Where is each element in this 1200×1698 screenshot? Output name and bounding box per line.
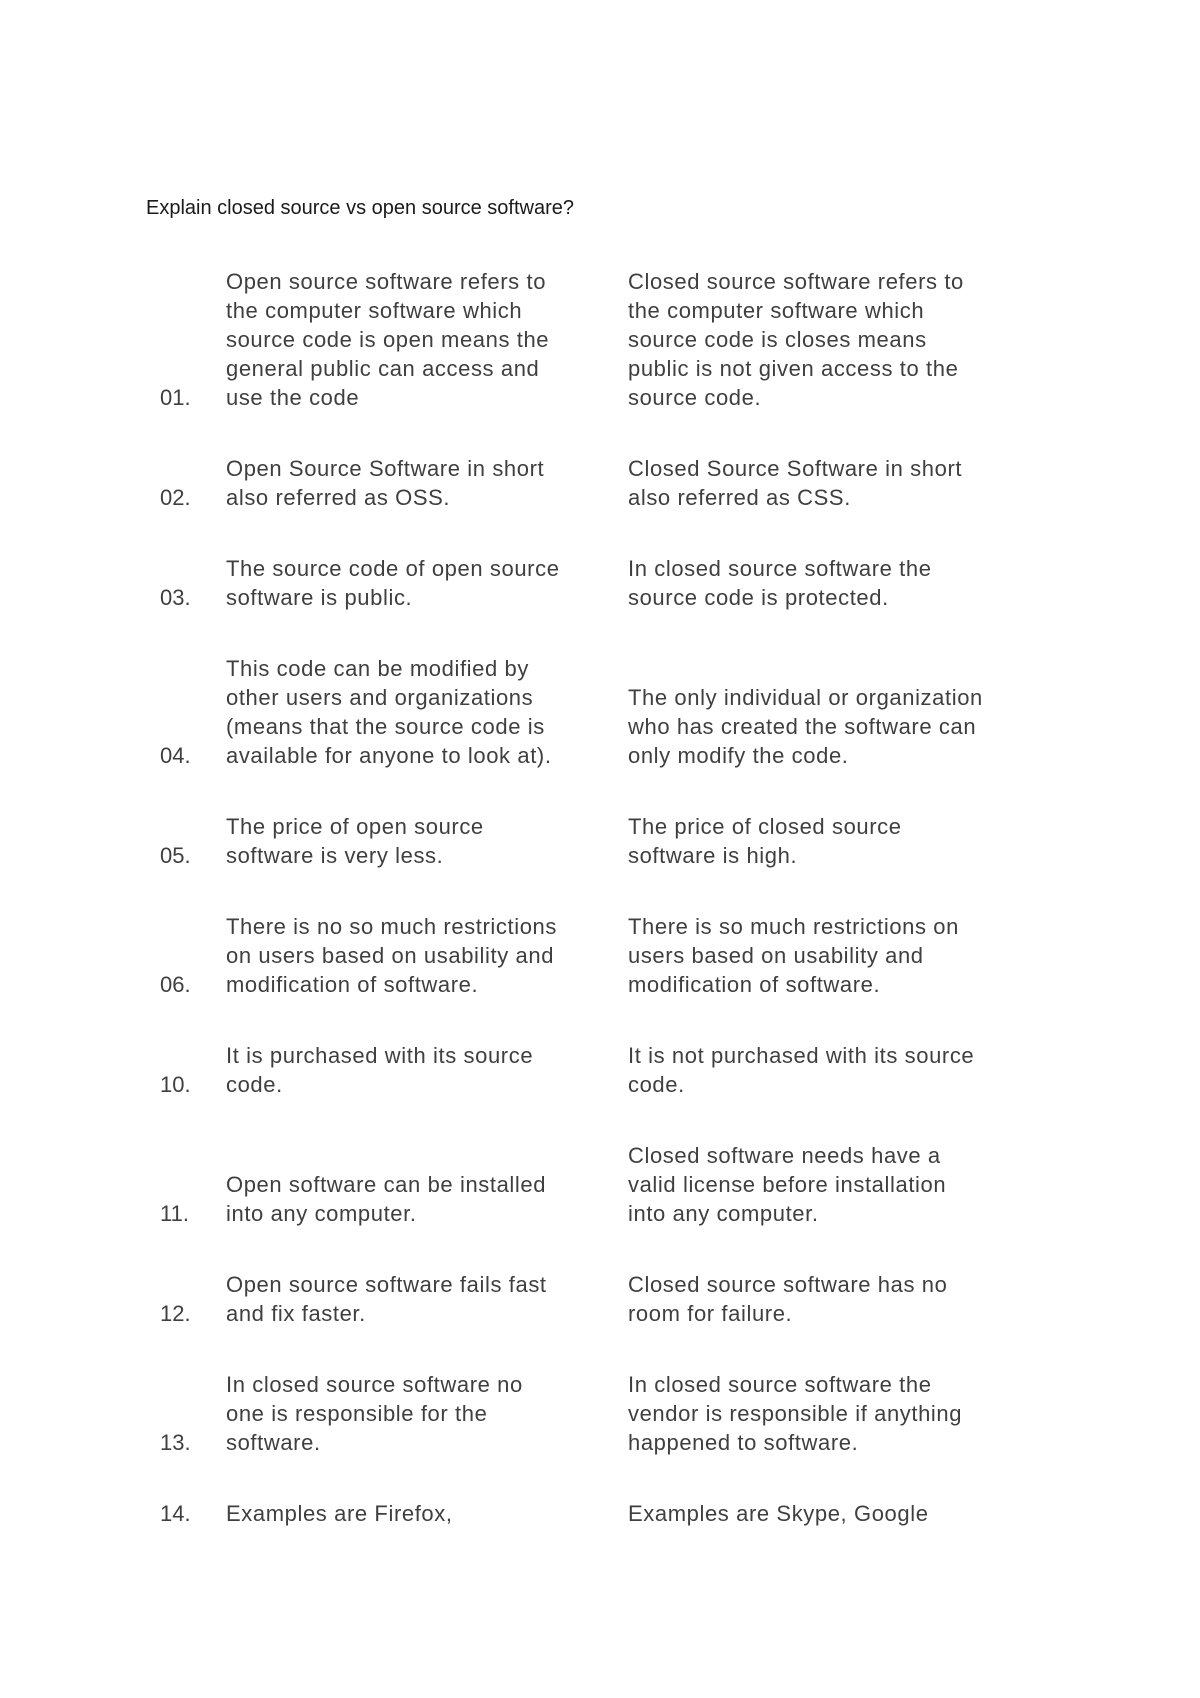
closed-source-text: Examples are Skype, Google <box>628 1501 929 1526</box>
row-number: 03. <box>160 585 191 610</box>
row-number: 01. <box>160 385 191 410</box>
row-number: 05. <box>160 843 191 868</box>
open-source-text: There is no so much restrictions on users based on usability and modification of software. <box>226 914 557 997</box>
closed-source-text: In closed source software the vendor is responsible if anything happened to software. <box>628 1372 963 1455</box>
closed-source-text: The only individual or organization who has created the software can only modify the code. <box>628 685 983 768</box>
comparison-row <box>160 1370 1060 1457</box>
comparison-list <box>160 267 1060 1528</box>
open-source-text: The source code of open source software is public. <box>226 556 560 610</box>
closed-source-text: Closed source software refers to the computer software which source code is closes means public is not given access to the source code. <box>628 269 964 410</box>
open-source-text: It is purchased with its source code. <box>226 1043 534 1097</box>
row-number: 11. <box>160 1201 189 1226</box>
closed-source-text: It is not purchased with its source code. <box>628 1043 975 1097</box>
comparison-row <box>160 812 1060 870</box>
comparison-row <box>160 1270 1060 1328</box>
closed-source-text: Closed software needs have a valid license before installation into any computer. <box>628 1143 947 1226</box>
row-number: 14. <box>160 1501 191 1526</box>
row-number: 13. <box>160 1430 191 1455</box>
open-source-text: Open source software fails fast and fix faster. <box>226 1272 547 1326</box>
row-number: 10. <box>160 1072 191 1097</box>
closed-source-text: Closed Source Software in short also referred as CSS. <box>628 456 963 510</box>
comparison-row <box>160 1041 1060 1099</box>
row-number: 04. <box>160 743 191 768</box>
comparison-row <box>160 654 1060 770</box>
open-source-text: Open software can be installed into any computer. <box>226 1172 547 1226</box>
open-source-text: The price of open source software is very less. <box>226 814 484 868</box>
row-number: 02. <box>160 485 191 510</box>
closed-source-text: There is so much restrictions on users based on usability and modification of software. <box>628 914 959 997</box>
row-number: 12. <box>160 1301 191 1326</box>
open-source-text: Open Source Software in short also referred as OSS. <box>226 456 545 510</box>
comparison-row <box>160 454 1060 512</box>
open-source-text: In closed source software no one is responsible for the software. <box>226 1372 523 1455</box>
comparison-row <box>160 912 1060 999</box>
comparison-row <box>160 1141 1060 1228</box>
closed-source-text: The price of closed source software is high. <box>628 814 902 868</box>
open-source-text: Examples are Firefox, <box>226 1501 453 1526</box>
closed-source-text: In closed source software the source code is protected. <box>628 556 932 610</box>
comparison-row <box>160 1499 1060 1528</box>
comparison-row <box>160 554 1060 612</box>
open-source-text: This code can be modified by other users and organizations (means that the source code is available for anyone to look at). <box>226 656 552 768</box>
document-title: Explain closed source vs open source software? <box>146 197 575 219</box>
row-number: 06. <box>160 972 191 997</box>
closed-source-text: Closed source software has no room for failure. <box>628 1272 948 1326</box>
open-source-text: Open source software refers to the computer software which source code is open means the general public can access and use the code <box>226 269 550 410</box>
comparison-row <box>160 267 1060 412</box>
